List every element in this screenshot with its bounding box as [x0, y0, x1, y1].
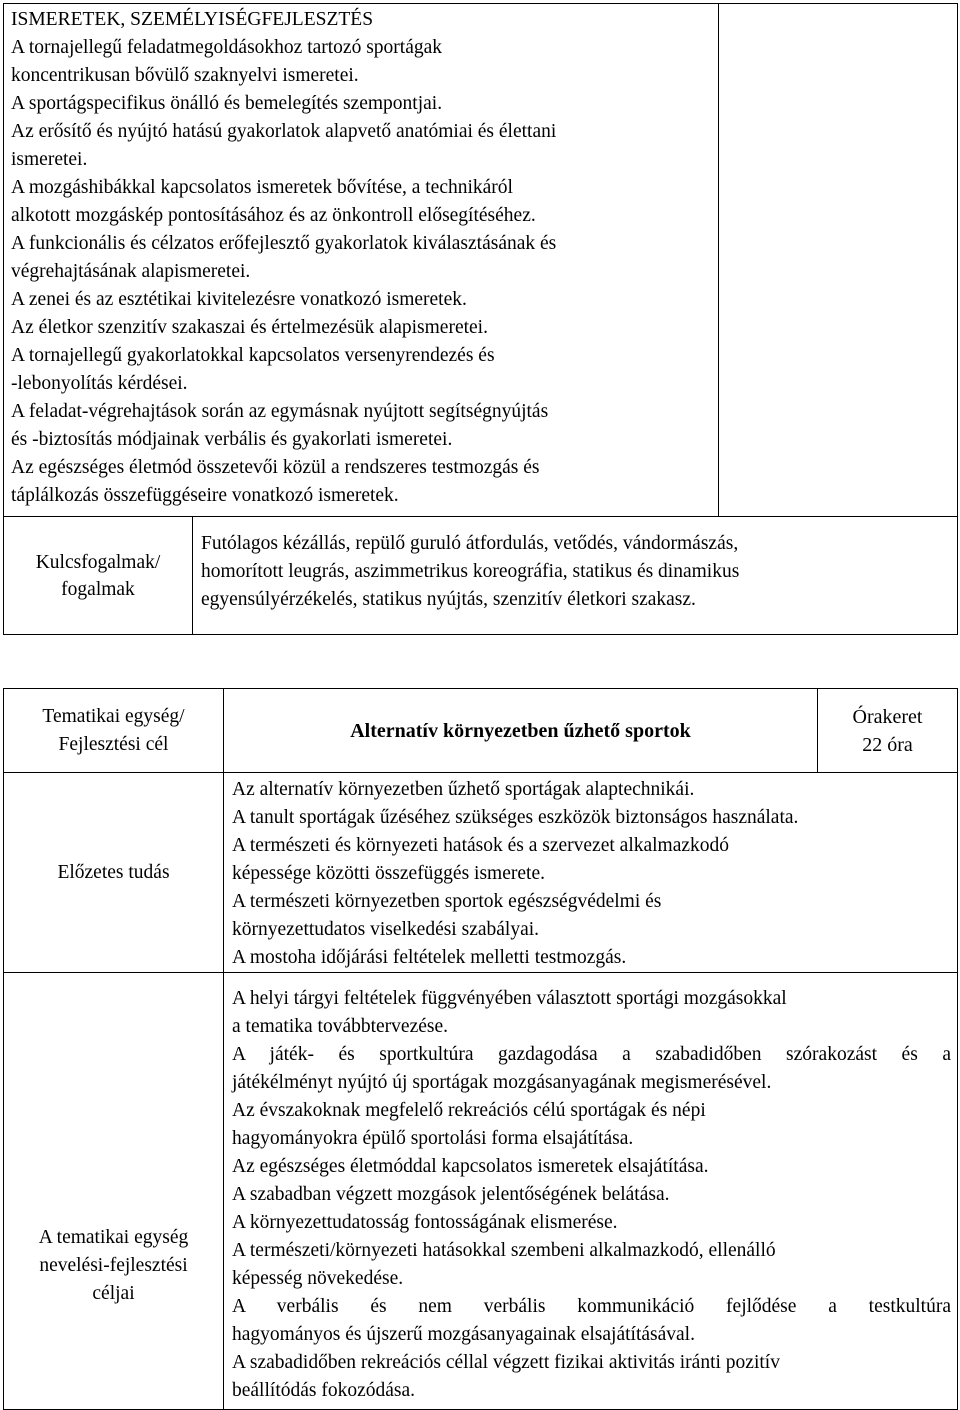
text-line: hagyományokra épülő sportolási forma elsajátítása. — [232, 1128, 634, 1149]
celjai-content — [224, 973, 958, 1410]
text-line: ISMERETEK, SZEMÉLYISÉGFEJLESZTÉS — [11, 9, 374, 30]
text-line: A feladat-végrehajtások során az egymásnak nyújtott segítségnyújtás — [11, 401, 549, 422]
text-line: és -biztosítás módjainak verbális és gyakorlati ismeretei. — [11, 429, 453, 450]
text-line: Az egészséges életmód összetevői közül a rendszeres testmozgás és — [11, 457, 540, 478]
text-line: -lebonyolítás kérdései. — [11, 373, 188, 394]
text-line: koncentrikusan bővülő szaknyelvi ismeretei. — [11, 65, 359, 86]
text-line: A szabadban végzett mozgások jelentőségének belátása. — [232, 1184, 670, 1205]
kulcsfogalmak-list — [201, 530, 951, 614]
text-line: képesség növekedése. — [232, 1268, 404, 1289]
text-line: alkotott mozgáskép pontosításához és az önkontroll elősegítéséhez. — [11, 205, 536, 226]
text-line: A verbális és nem verbális kommunikáció fejlődése a testkultúra — [232, 1296, 951, 1317]
text-line: A természeti/környezeti hatásokkal szembeni alkalmazkodó, ellenálló — [232, 1240, 776, 1261]
unit-title-cell — [224, 689, 818, 773]
ismeretek-cell — [4, 4, 719, 517]
unit-title: Alternatív környezetben űzhető sportok — [350, 719, 691, 742]
elozetes-tudas-content — [224, 773, 958, 973]
text-line: képessége közötti összefüggés ismerete. — [232, 863, 545, 884]
text-line: A szabadidőben rekreációs céllal végzett fizikai aktivitás iránti pozitív — [232, 1352, 780, 1373]
text-line: végrehajtásának alapismeretei. — [11, 261, 251, 282]
kulcsfogalmak-label: Kulcsfogalmak/ fogalmak — [4, 517, 193, 635]
text-line: A sportágspecifikus önálló és bemelegítés szempontjai. — [11, 93, 443, 114]
physical-education-table-2 — [3, 688, 958, 1410]
celjai-label: A tematikai egység nevelési-fejlesztési céljai — [4, 973, 224, 1410]
ismeretek-list — [11, 6, 712, 510]
text-line: A mostoha időjárási feltételek melletti testmozgás. — [232, 947, 627, 968]
text-line: A funkcionális és célzatos erőfejlesztő gyakorlatok kiválasztásának és — [11, 233, 557, 254]
text-line: A természeti környezetben sportok egészségvédelmi és — [232, 891, 662, 912]
physical-education-table-1 — [3, 3, 958, 635]
text-line: homorított leugrás, aszimmetrikus koreográfia, statikus és dinamikus — [201, 561, 740, 582]
text-line: Az alternatív környezetben űzhető sportágak alaptechnikái. — [232, 779, 695, 800]
orakeret-value: 22 óra — [862, 733, 913, 756]
empty-right-cell — [719, 4, 958, 517]
text-line: A természeti és környezeti hatások és a szervezet alkalmazkodó — [232, 835, 730, 856]
text-line: Az egészséges életmóddal kapcsolatos ismeretek elsajátítása. — [232, 1156, 709, 1177]
text-line: beállítódás fokozódása. — [232, 1380, 416, 1401]
orakeret-cell — [818, 689, 958, 773]
text-line: ismeretei. — [11, 149, 88, 170]
text-line: A játék- és sportkultúra gazdagodása a szabadidőben szórakozást és a — [232, 1044, 951, 1065]
text-line: Futólagos kézállás, repülő guruló átfordulás, vetődés, vándormászás, — [201, 533, 739, 554]
text-line: hagyományos és újszerű mozgásanyagainak elsajátításával. — [232, 1324, 695, 1345]
tematikai-egyseg-label: Tematikai egység/ Fejlesztési cél — [4, 689, 224, 773]
text-line: táplálkozás összefüggéseire vonatkozó ismeretek. — [11, 485, 399, 506]
text-line: A helyi tárgyi feltételek függvényében választott sportági mozgásokkal — [232, 988, 787, 1009]
kulcsfogalmak-content — [193, 517, 958, 635]
orakeret-label: Órakeret — [852, 705, 923, 728]
text-line: Az erősítő és nyújtó hatású gyakorlatok alapvető anatómiai és élettani — [11, 121, 557, 142]
text-line: A környezettudatosság fontosságának elismerése. — [232, 1212, 618, 1233]
text-line: A tornajellegű gyakorlatokkal kapcsolatos versenyrendezés és — [11, 345, 495, 366]
text-line: A tanult sportágak űzéséhez szükséges eszközök biztonságos használata. — [232, 807, 799, 828]
text-line: játékélményt nyújtó új sportágak mozgásanyagának megismerésével. — [232, 1072, 772, 1093]
text-line: a tematika továbbtervezése. — [232, 1016, 449, 1037]
text-line: Az évszakoknak megfelelő rekreációs célú sportágak és népi — [232, 1100, 706, 1121]
elozetes-tudas-label: Előzetes tudás — [4, 773, 224, 973]
text-line: Az életkor szenzitív szakaszai és értelmezésük alapismeretei. — [11, 317, 488, 338]
text-line: A zenei és az esztétikai kivitelezésre vonatkozó ismeretek. — [11, 289, 467, 310]
elozetes-tudas-list — [232, 776, 951, 972]
celjai-list — [232, 985, 951, 1405]
text-line: egyensúlyérzékelés, statikus nyújtás, szenzitív életkori szakasz. — [201, 589, 696, 610]
text-line: A tornajellegű feladatmegoldásokhoz tartozó sportágak — [11, 37, 443, 58]
text-line: környezettudatos viselkedési szabályai. — [232, 919, 540, 940]
text-line: A mozgáshibákkal kapcsolatos ismeretek bővítése, a technikáról — [11, 177, 513, 198]
